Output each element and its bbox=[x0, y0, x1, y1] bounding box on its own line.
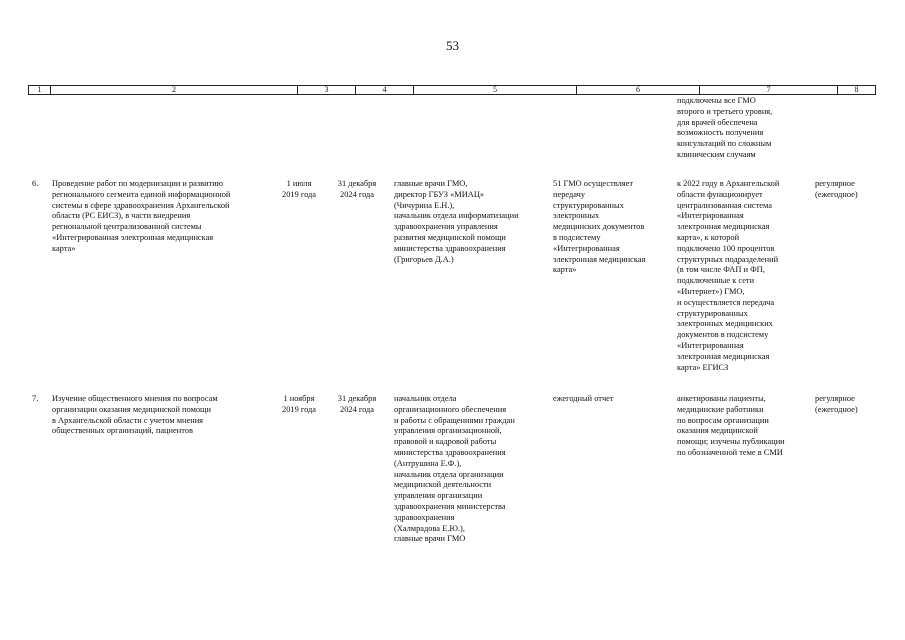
header-cell-8: 8 bbox=[854, 85, 859, 94]
table-header-row bbox=[28, 85, 876, 95]
header-cell-7: 7 bbox=[700, 86, 838, 94]
responsible-cell: начальник отдела организационного обеспечения и работы с обращениями граждан управления организационной, правовой и кадровой работы министерства здравоохранения (Антрушина Е.Ф.), начальник отдела организации медицинской деятельности управления организации здравоохранения министерства здравоохранения (Халмрадова Е.Ю.), главные врачи ГМО bbox=[394, 394, 515, 544]
row-number: 6. bbox=[32, 179, 39, 188]
continuation-result-cell: подключены все ГМО второго и третьего уровня, для врачей обеспечена возможность получения консультаций по сложным клиническим случаям bbox=[677, 96, 773, 159]
responsible-cell: главные врачи ГМО, директор ГБУЗ «МИАЦ» (Чичурина Е.Н.), начальник отдела информатизации здравоохранения управления развития медицинской помощи министерства здравоохранения (Григорьев Д.А.) bbox=[394, 179, 519, 264]
end-date-cell: 31 декабря 2024 года bbox=[337, 394, 377, 414]
frequency-cell: регулярное (ежегодное) bbox=[815, 394, 858, 414]
start-date-cell: 1 июля 2019 года bbox=[282, 179, 316, 199]
frequency-cell: регулярное (ежегодное) bbox=[815, 179, 858, 199]
header-cell-5: 5 bbox=[414, 86, 577, 94]
indicator-cell: ежегодный отчет bbox=[553, 394, 614, 403]
row-number: 7. bbox=[32, 394, 39, 403]
header-cell-6: 6 bbox=[577, 86, 700, 94]
header-cell-4: 4 bbox=[356, 86, 414, 94]
header-cell-1: 1 bbox=[29, 86, 51, 94]
header-cell-2: 2 bbox=[51, 86, 298, 94]
activity-cell: Изучение общественного мнения по вопросам организации оказания медицинской помощи в Архангельской области с учетом мнения общественных организаций, пациентов bbox=[52, 394, 218, 436]
end-date-cell: 31 декабря 2024 года bbox=[337, 179, 377, 199]
header-cell-3: 3 bbox=[298, 86, 356, 94]
result-cell: анкетированы пациенты, медицинские работники по вопросам организации оказания медицинской помощи; изучены публикации по обозначенной теме в СМИ bbox=[677, 394, 785, 457]
result-cell: к 2022 году в Архангельской области функционирует централизованная система «Интегрированная электронная медицинская карта», к которой подключено 100 процентов структурных подразделений (в том числе ФАП и ФП, подключенные к сети «Интернет») ГМО, и осуществляется передача структурированных электронных медицинских документов в подсистему «Интегрированная электронная медицинская карта» ЕГИСЗ bbox=[677, 179, 780, 372]
page-number: 53 bbox=[446, 38, 459, 53]
activity-cell: Проведение работ по модернизации и развитию регионального сегмента единой информационной системы в сфере здравоохранения Архангельской области (РС ЕИСЗ), в части внедрения региональной централизованной системы «Интегрированная электронная медицинская карта» bbox=[52, 179, 231, 253]
start-date-cell: 1 ноября 2019 года bbox=[282, 394, 316, 414]
indicator-cell: 51 ГМО осуществляет передачу структурированных электронных медицинских документов в подсистему «Интегрированная электронная медицинская карта» bbox=[553, 179, 646, 275]
